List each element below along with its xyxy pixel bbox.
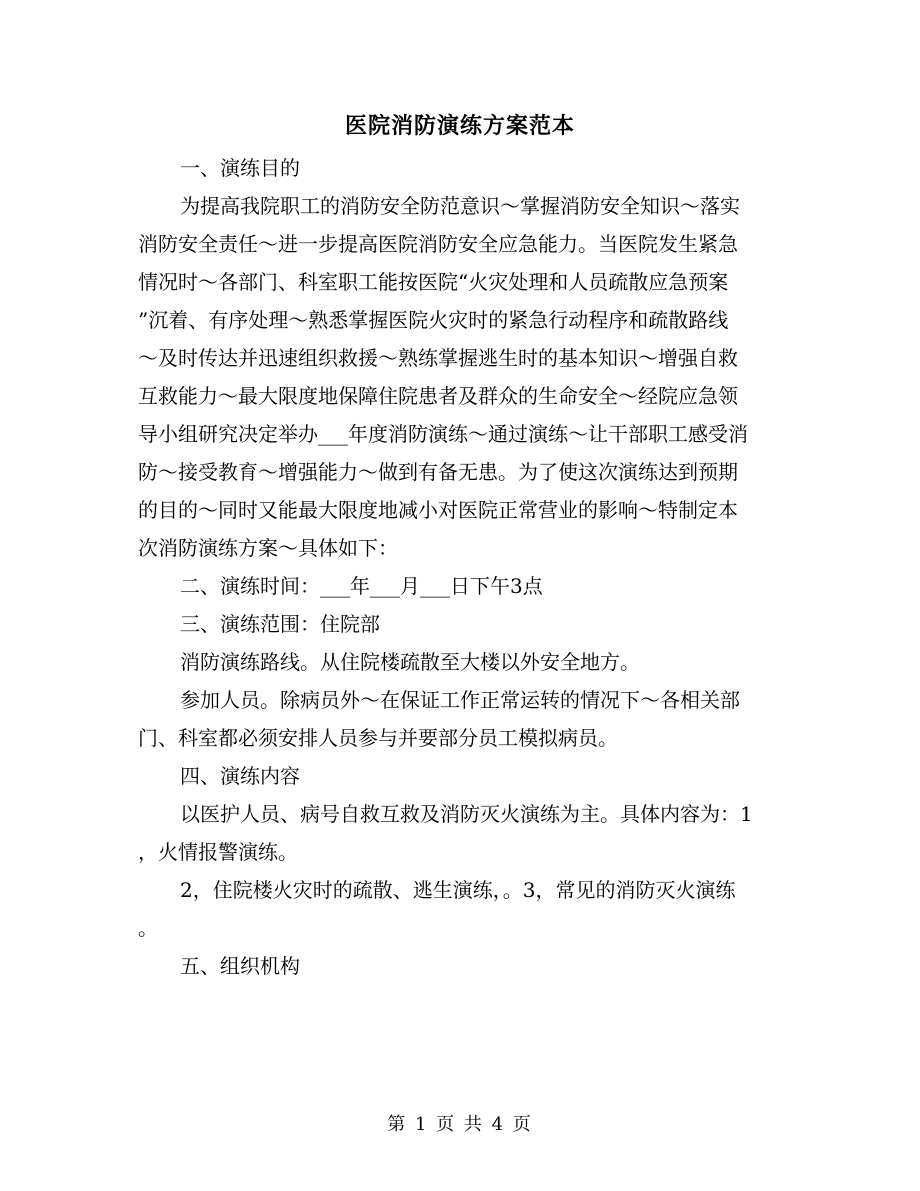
- text-line: 二、演练时间：___年___月___日下午3点: [180, 574, 543, 598]
- section-heading-organization: [138, 947, 782, 985]
- section-heading-scope: [138, 605, 782, 643]
- paragraph-content-1: [138, 795, 782, 871]
- text-line: 参加人员。除病员外～在保证工作正常运转的情况下～各相关部: [180, 688, 740, 712]
- text-line: 以医护人员、病号自救互救及消防灭火演练为主。具体内容为：1: [180, 802, 753, 826]
- text-line: 五、组织机构: [180, 954, 300, 978]
- text-line: ，火情报警演练。: [138, 840, 298, 864]
- section-heading-purpose: [138, 149, 782, 187]
- text-line: 的目的～同时又能最大限度地减小对医院正常营业的影响～特制定本: [138, 498, 738, 522]
- text-line: 消防演练路线。从住院楼疏散至大楼以外安全地方。: [180, 650, 640, 674]
- paragraph-content-2: [138, 871, 782, 947]
- paragraph-participants: [138, 681, 782, 757]
- page-footer: 第 1 页 共 4 页: [387, 1114, 533, 1135]
- text-line: 导小组研究决定举办___年度消防演练～通过演练～让干部职工感受消: [138, 422, 748, 446]
- section-heading-time: [138, 567, 782, 605]
- text-line: ”沉着、有序处理～熟悉掌握医院火灾时的紧急行动程序和疏散路线: [138, 308, 729, 332]
- text-line: 。: [138, 916, 158, 940]
- text-line: 三、演练范围：住院部: [180, 612, 380, 636]
- text-line: 互救能力～最大限度地保障住院患者及群众的生命安全～经院应急领: [138, 384, 738, 408]
- text-line: 情况时～各部门、科室职工能按医院“火灾处理和人员疏散应急预案: [138, 270, 729, 294]
- text-line: 次消防演练方案～具体如下：: [138, 536, 398, 560]
- text-line: 四、演练内容: [180, 764, 300, 788]
- document-body: [138, 149, 782, 985]
- document-title: 医院消防演练方案范本: [344, 113, 575, 139]
- text-line: 防～接受教育～增强能力～做到有备无患。为了使这次演练达到预期: [138, 460, 738, 484]
- paragraph-purpose: [138, 187, 782, 567]
- text-line: 一、演练目的: [180, 156, 300, 180]
- text-line: 为提高我院职工的消防安全防范意识～掌握消防安全知识～落实: [180, 194, 740, 218]
- text-line: ～及时传达并迅速组织救援～熟练掌握逃生时的基本知识～增强自救: [138, 346, 738, 370]
- paragraph-route: [138, 643, 782, 681]
- section-heading-content: [138, 757, 782, 795]
- text-line: 门、科室都必须安排人员参与并要部分员工模拟病员。: [138, 726, 618, 750]
- text-line: 2，住院楼火灾时的疏散、逃生演练，。3，常见的消防灭火演练: [180, 878, 736, 902]
- text-line: 消防安全责任～进一步提高医院消防安全应急能力。当医院发生紧急: [138, 232, 738, 256]
